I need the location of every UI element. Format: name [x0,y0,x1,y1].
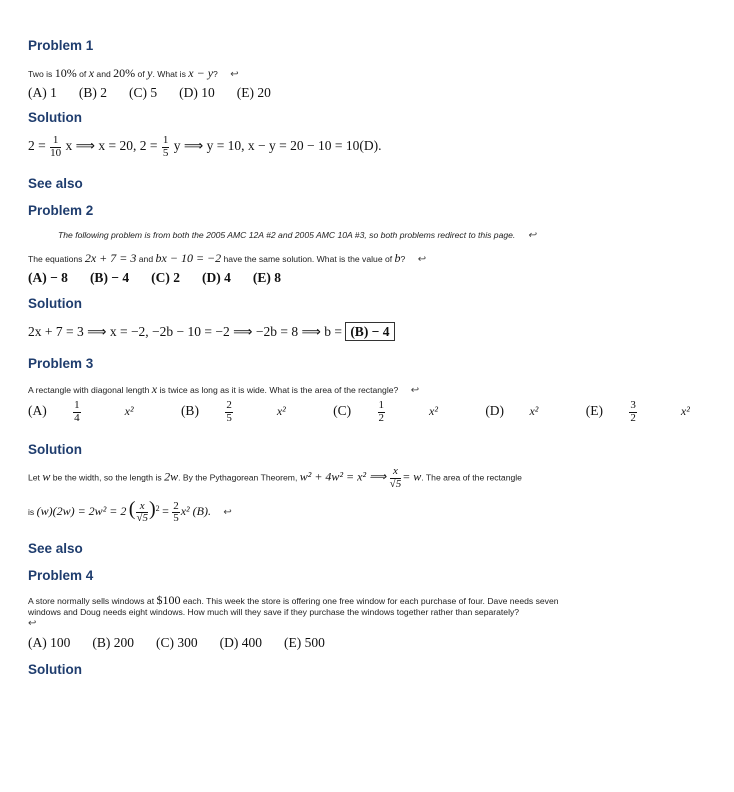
choice: (B) 2 [78,85,107,100]
numerator: 1 [162,134,169,146]
text: of [135,69,148,79]
problem-2-note [58,230,536,241]
fraction [50,135,61,159]
numerator: 1 [378,399,384,411]
problem-4-statement [28,595,584,629]
boxed-answer: (B) − 4 [345,322,394,341]
problem-1-solution [28,135,382,159]
math: b [394,251,401,265]
fraction [136,501,148,525]
text: and [94,69,114,79]
choice: (C) 5 [129,85,158,100]
math: x [151,382,158,396]
denominator: √5 [389,477,402,490]
problem-3-statement [28,382,419,397]
math: = [162,504,169,518]
text: A rectangle with diagonal length [28,385,152,395]
math: 20% [113,66,136,80]
choice [485,403,560,418]
return-arrow-icon[interactable]: ↩ [527,230,537,241]
denominator: 4 [74,411,80,424]
problem-4-heading: Problem 4 [28,568,94,583]
choice: (E) 500 [284,635,325,650]
math: x [88,66,95,80]
fraction [629,400,659,424]
numerator: 1 [74,399,80,411]
problem-3-solution-heading: Solution [28,442,82,457]
text: and [136,254,156,264]
choice-label: (C) [333,403,352,419]
math: x ⟹ x = 20, 2 = [65,138,158,154]
numerator: 1 [50,135,61,148]
math: x² [276,404,286,419]
denominator: 2 [630,411,636,424]
denominator: √5 [136,512,148,525]
math: bx − 10 = −2 [155,251,222,265]
text: have the same solution. What is the value of [221,254,395,264]
return-arrow-icon[interactable]: ↩ [28,618,37,629]
problem-1-heading: Problem 1 [28,38,94,53]
math: = w [402,469,422,484]
choice-label: (D) [485,403,505,419]
denominator: 5 [226,411,232,424]
math: (w)(2w) = 2w² = 2 [36,504,127,518]
math: y [147,66,153,80]
choice [28,399,156,424]
math: x² (B). [180,504,211,518]
math: 2w [164,469,179,484]
problem-3-solution-line-1 [28,466,522,490]
fraction [390,466,402,490]
return-arrow-icon[interactable]: ↩ [223,507,232,518]
math: w [42,469,51,484]
text: of [76,69,89,79]
text: The following problem is from both the 2005 AMC 12A #2 and 2005 AMC 10A #3, so both problems redirect to this page. [58,230,516,240]
text: . The area of the rectangle [421,472,522,483]
math: x² [529,404,539,419]
choice-label: (B) [180,403,199,419]
choice: (B) 200 [92,635,134,650]
denominator: 5 [173,512,179,525]
math: 2x + 7 = 3 ⟹ x = −2, −2b − 10 = −2 ⟹ −2b = 8 ⟹ b = [28,324,342,339]
choice: (A) 100 [28,635,71,650]
numerator: x [136,501,148,514]
denominator: 5 [162,146,169,159]
choice: (B) − 4 [89,270,130,285]
exponent: 2 [155,504,160,514]
choice: (D) 4 [202,270,231,285]
text: each. This week the store is offering one free window for each purchase of four. Dave needs seven windows and Doug needs eight windows. How much will they save if they purchase the windows together rather than separately? [28,596,559,617]
math: x² [429,404,438,419]
denominator: 2 [378,411,384,424]
problem-2-solution [28,324,395,340]
text: The equations [28,254,85,264]
problem-1-statement [28,66,239,81]
problem-2-solution-heading: Solution [28,296,82,311]
denominator: 10 [50,146,62,159]
math: x² [124,404,134,419]
numerator: 2 [226,399,232,411]
fraction [225,400,255,424]
problem-4-choices [28,635,347,651]
left-paren: ( [128,498,136,520]
problem-4-solution-heading: Solution [28,662,82,677]
problem-3-choices [28,400,734,424]
math: w² + 4w² = x² ⟹ [299,469,387,484]
fraction [378,400,408,424]
math: $100 [156,593,181,607]
choice [333,399,460,424]
text: ? [400,254,406,264]
numerator: 2 [173,499,179,512]
problem-2-statement [28,251,426,266]
text: . What is [152,69,189,79]
math: x − y [188,66,214,80]
math: 2x + 7 = 3 [84,251,137,265]
choice: (E) 8 [252,270,282,285]
choice: (D) 400 [219,635,262,650]
choice-label: (E) [585,403,603,419]
math: 2 = [28,138,46,154]
return-arrow-icon[interactable]: ↩ [230,69,239,80]
choice: (C) 2 [151,270,181,285]
choice [585,399,712,424]
text: . By the Pythagorean Theorem, [178,472,300,483]
problem-2-choices [28,270,303,286]
fraction [172,501,180,525]
math: y ⟹ y = 10, x − y = 20 − 10 = 10(D). [173,138,382,154]
math: x² [680,404,690,419]
text: is twice as long as it is wide. What is the area of the rectangle? [157,385,399,395]
math: 10% [54,66,77,80]
right-paren: ) [149,498,156,520]
problem-2-heading: Problem 2 [28,203,94,218]
text: ? [213,69,218,79]
numerator: x [390,466,402,479]
choice: (A) 1 [28,85,57,100]
problem-3-heading: Problem 3 [28,356,94,371]
numerator: 3 [630,399,636,411]
text: is [28,507,37,517]
fraction [162,135,170,159]
choice: (A) − 8 [28,270,68,285]
text: be the width, so the length is [50,472,165,483]
problem-1-solution-heading: Solution [28,110,82,125]
text: Let [28,472,43,483]
return-arrow-icon[interactable]: ↩ [417,254,427,265]
problem-1-choices [28,85,293,101]
text: A store normally sells windows at [28,596,157,606]
choice: (E) 20 [236,85,271,100]
choice-label: (A) [28,403,47,419]
problem-3-see-also-heading: See also [28,541,83,556]
problem-3-solution-line-2 [28,498,232,525]
return-arrow-icon[interactable]: ↩ [410,385,420,396]
text: Two is [28,69,55,79]
fraction [73,400,103,424]
choice [180,399,308,424]
problem-1-see-also-heading: See also [28,176,83,191]
choice: (D) 10 [179,85,215,100]
choice: (C) 300 [156,635,198,650]
